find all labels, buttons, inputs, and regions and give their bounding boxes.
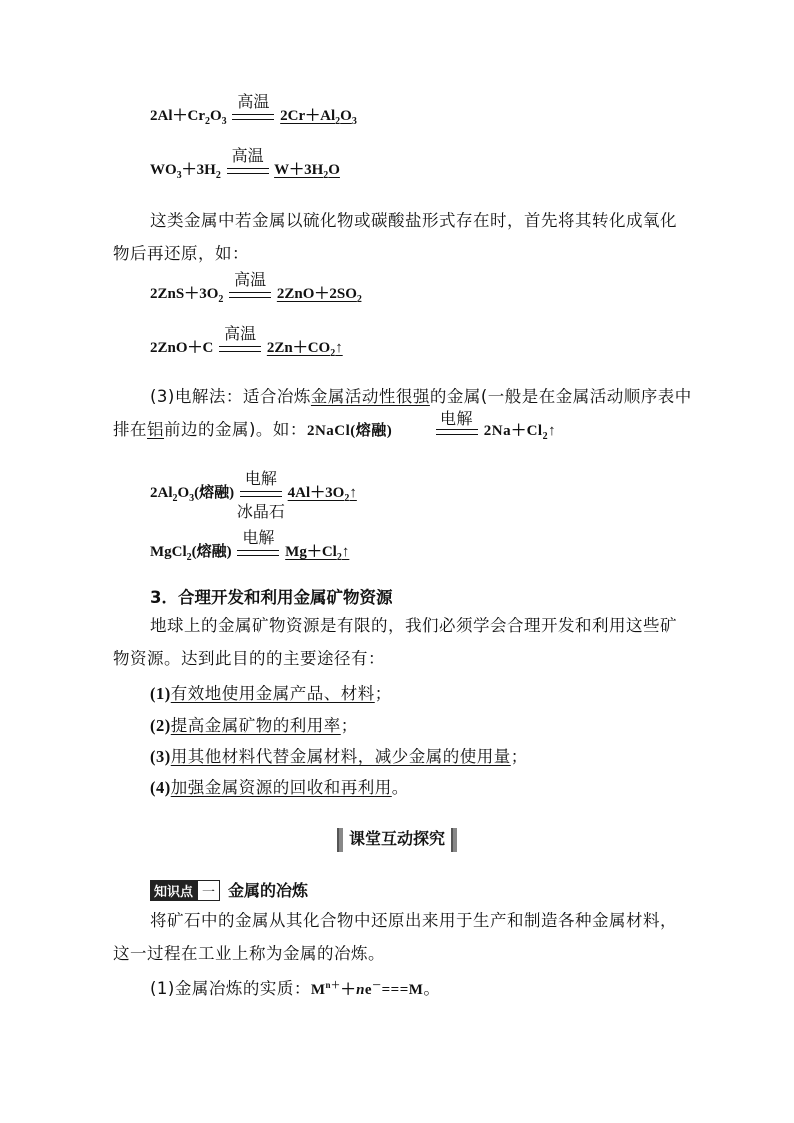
- equation-3: $2ZnS+3O_2$ 高温 $2ZnO+2SO_2$: [150, 270, 362, 305]
- equation-1: $2Al+Cr_2O_3$ 高温 $2Cr+Al_2O_3$: [150, 92, 357, 127]
- bar-mark-left: [337, 828, 343, 852]
- condition-marker: 高温: [219, 340, 261, 357]
- paragraph-smelting: 将矿石中的金属从其化合物中还原出来用于生产和制造各种金属材料，这一过程在工业上称为金属的冶炼。: [113, 911, 677, 963]
- equation-4: 2ZnO＋C 高温 $2Zn+CO_2↑$: [150, 324, 343, 359]
- paragraph-electrolysis: (3)电解法：适合冶炼金属活动性很强的金属(一般是在金属活动顺序表中排在铝前边的金属)。如：2NaCl(熔融) 电解 $2Na+Cl_2↑$: [113, 380, 693, 453]
- list-item: (2)提高金属矿物的利用率；: [150, 716, 358, 735]
- condition-marker: 高温: [227, 162, 269, 179]
- equation-5: $2Al_2O_3$(熔融) 电解 冰晶石 $4Al+3O_2↑$: [150, 469, 357, 521]
- paragraph-essence: (1)金属冶炼的实质：$M^{n+}+ne^-===M$。: [150, 979, 441, 998]
- condition-marker: 高温: [232, 108, 274, 125]
- heading-3: 3．合理开发和利用金属矿物资源: [150, 588, 393, 607]
- knowledge-title: 金属的冶炼: [228, 881, 309, 900]
- knowledge-badge: 知识点: [150, 880, 197, 901]
- knowledge-number: 一: [197, 880, 220, 901]
- equation-2: $WO_3+3H_2$ 高温 $W+3H_2O$: [150, 146, 340, 181]
- knowledge-point-header: [150, 878, 308, 901]
- equation-6: MgCl$_2$(熔融) 电解 $Mg+Cl_2↑$: [150, 528, 350, 563]
- bar-mark-right: [451, 828, 457, 852]
- list-item: (3)用其他材料代替金属材料，减少金属的使用量；: [150, 747, 528, 766]
- section-title: 课堂互动探究: [0, 826, 794, 852]
- condition-marker: 高温: [229, 286, 271, 303]
- paragraph-resources: 地球上的金属矿物资源是有限的，我们必须学会合理开发和利用这些矿物资源。达到此目的的主要途径有：: [113, 616, 677, 668]
- list-item: (4)加强金属资源的回收和再利用。: [150, 778, 409, 797]
- condition-marker: 电解 冰晶石: [236, 469, 285, 521]
- list-item: (1)有效地使用金属产品、材料；: [150, 684, 392, 703]
- condition-marker: 电解: [237, 544, 279, 561]
- condition-marker: 电解: [399, 415, 478, 448]
- paragraph-sulfide: 这类金属中若金属以硫化物或碳酸盐形式存在时，首先将其转化成氧化物后再还原，如：: [113, 211, 677, 263]
